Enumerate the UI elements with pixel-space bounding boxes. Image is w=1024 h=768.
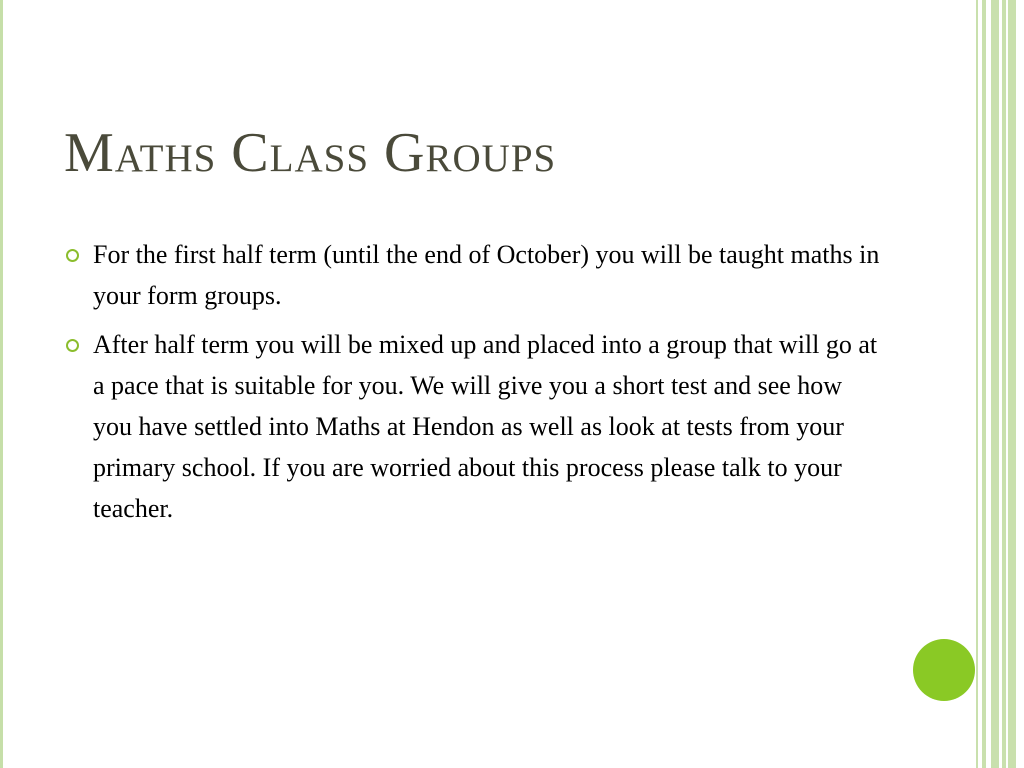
bullet-text: After half term you will be mixed up and placed into a group that will go at a pace that is suitable for you. We will give you a short test and see how you have settled into Maths at Hendon as well as look at tests from your primary school. If you are worried about this process please talk to your teacher. — [93, 330, 878, 523]
right-decorative-stripes — [976, 0, 1024, 768]
stripe — [1008, 0, 1016, 768]
bullet-text: For the first half term (until the end of October) you will be taught maths in your form groups. — [93, 240, 880, 310]
stripe — [991, 0, 999, 768]
bullet-item — [64, 324, 884, 529]
decorative-green-circle — [913, 639, 975, 701]
ring-bullet-icon — [66, 339, 79, 352]
stripe — [1016, 0, 1024, 768]
ring-bullet-icon — [66, 249, 79, 262]
slide-content — [64, 234, 884, 537]
slide-title: Maths Class Groups — [64, 122, 557, 184]
bullet-list — [64, 234, 884, 529]
bullet-item — [64, 234, 884, 316]
left-border-stripe — [0, 0, 3, 768]
